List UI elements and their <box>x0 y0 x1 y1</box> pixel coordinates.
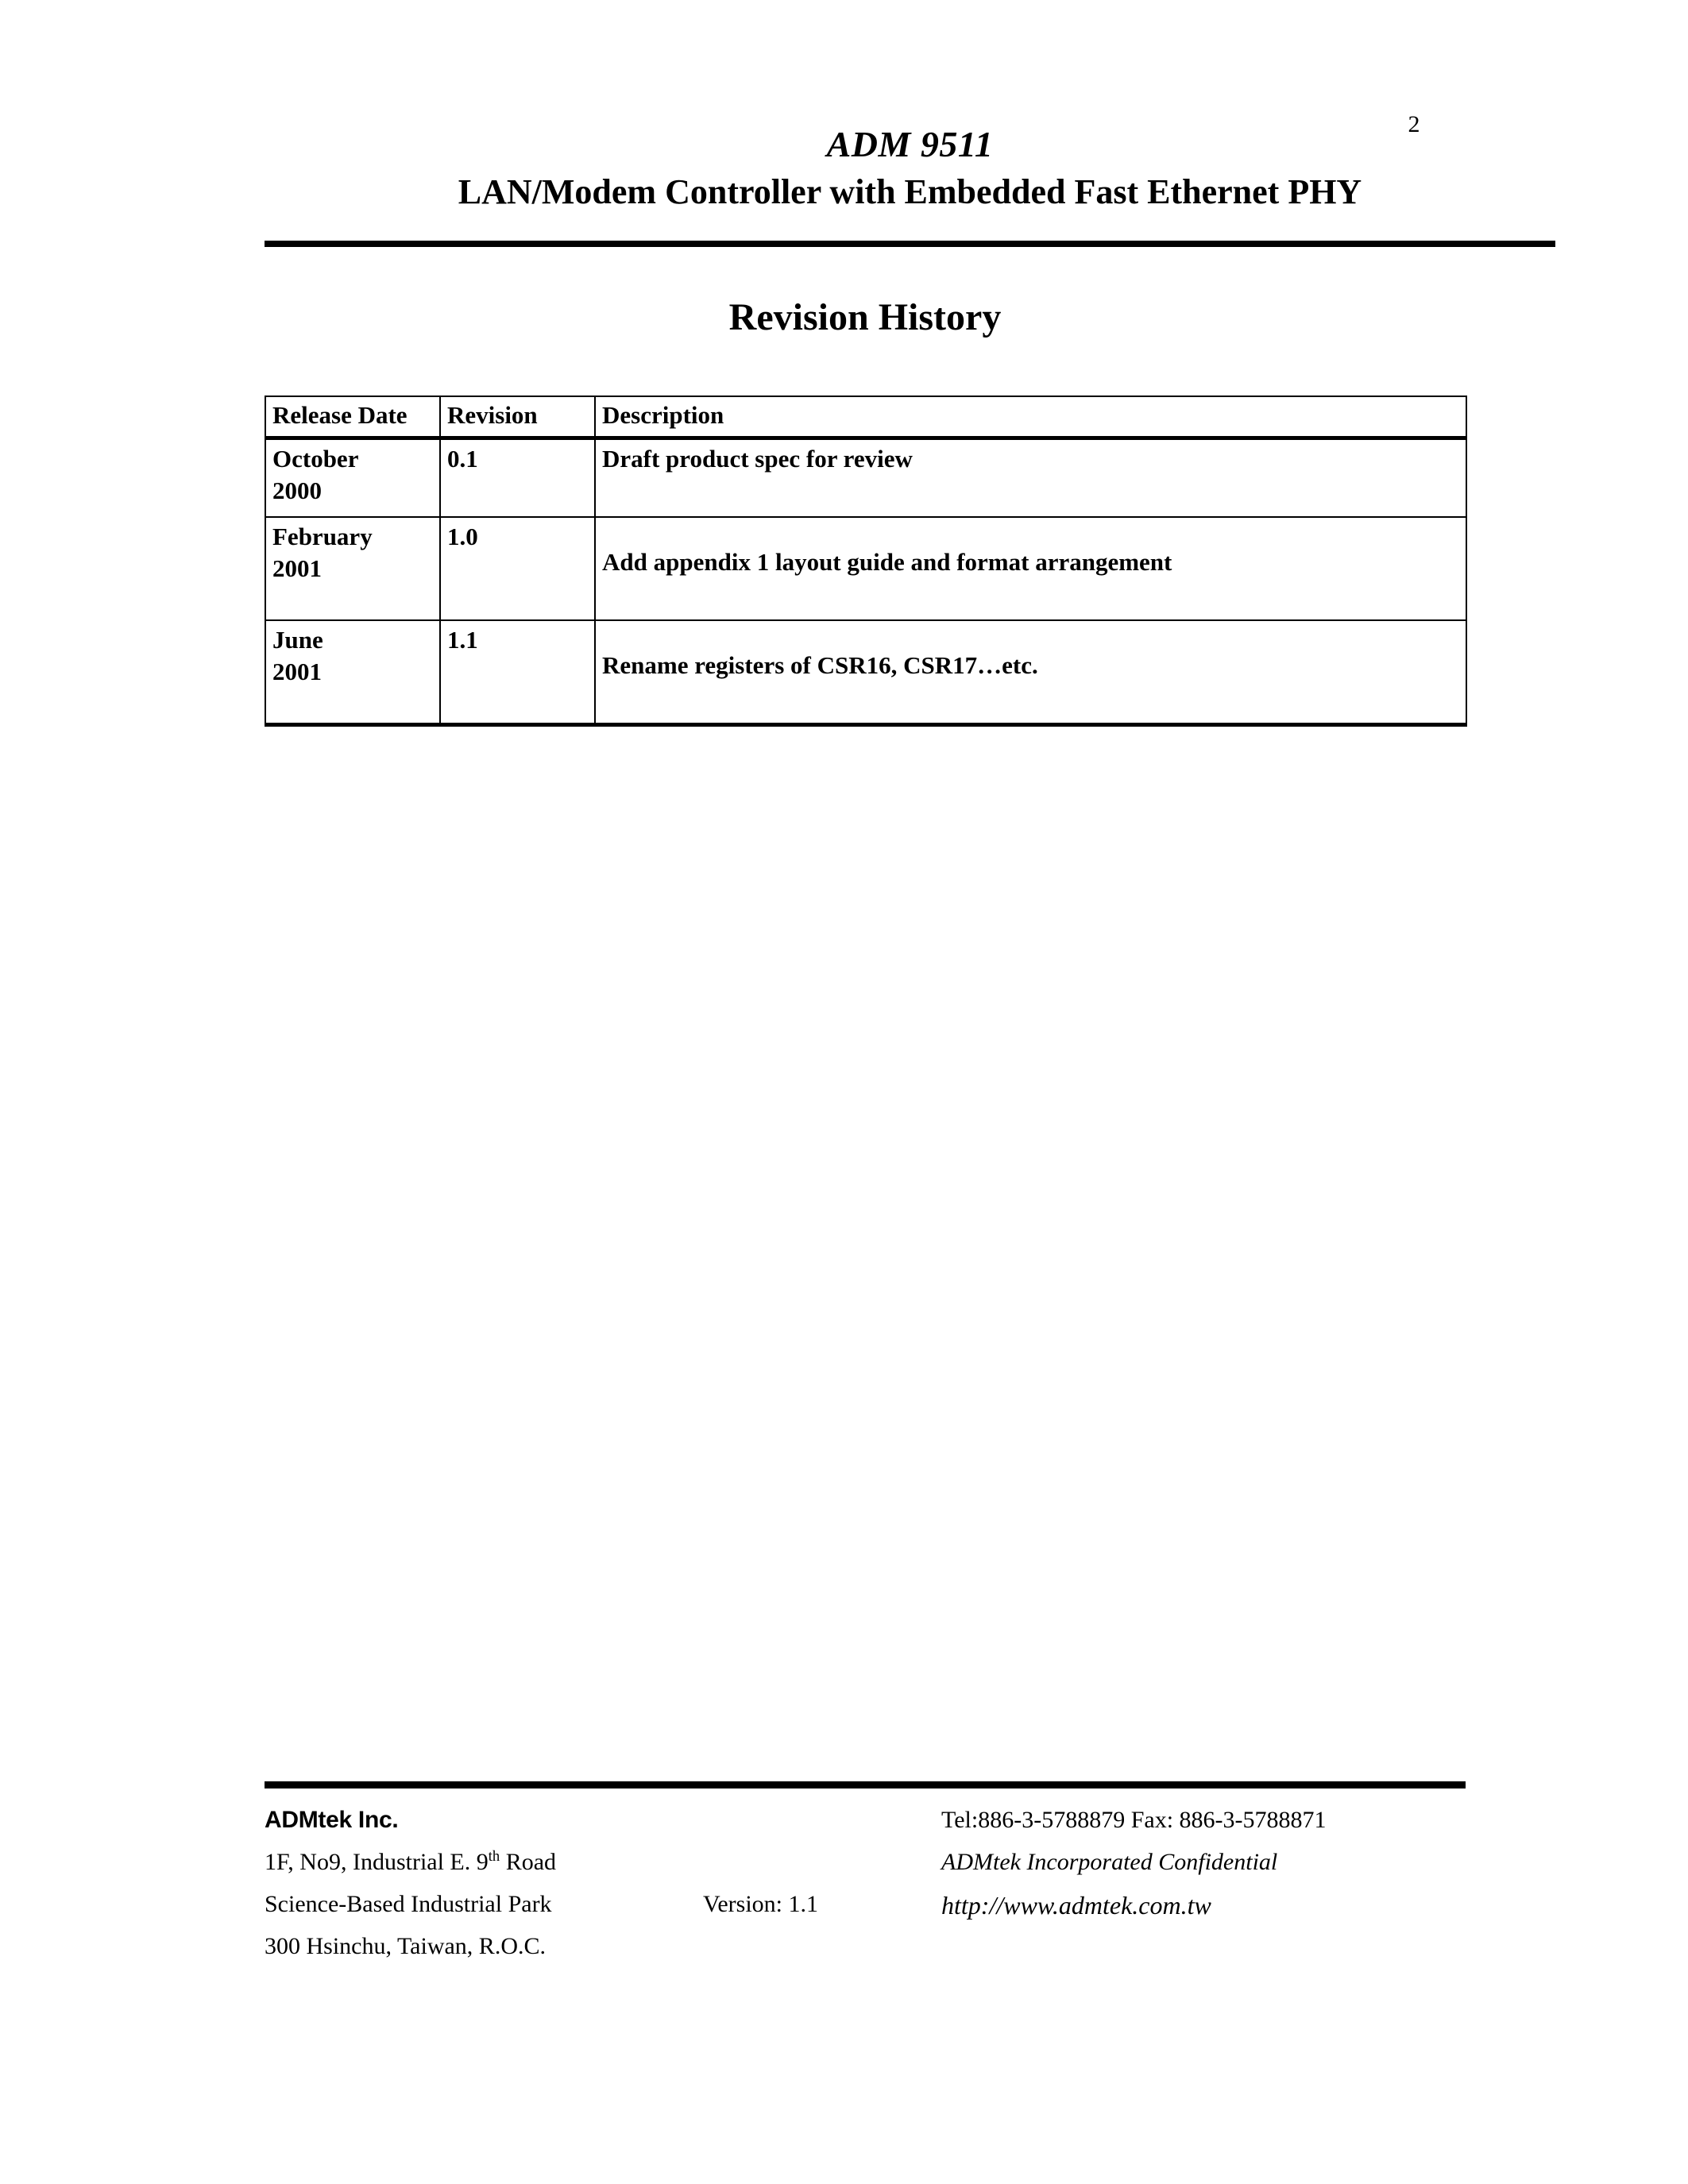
cell-release-date <box>265 620 440 725</box>
release-year: 2000 <box>272 477 322 505</box>
page-footer <box>265 1807 1466 1997</box>
table-row <box>265 517 1466 620</box>
address-line-1-text: 1F, No9, Industrial E. 9 <box>265 1849 489 1875</box>
cell-release-date <box>265 517 440 620</box>
release-year: 2001 <box>272 658 322 686</box>
footer-row-2 <box>265 1849 1466 1887</box>
table-header-row <box>265 396 1466 438</box>
release-year: 2001 <box>272 554 322 583</box>
footer-divider-rule <box>265 1781 1466 1788</box>
cell-description: Draft product spec for review <box>595 438 1466 518</box>
column-header-description: Description <box>595 396 1466 438</box>
page-number: 2 <box>1408 111 1420 137</box>
company-name: ADMtek Inc. <box>265 1807 399 1833</box>
cell-revision: 1.0 <box>440 517 595 620</box>
column-header-revision: Revision <box>440 396 595 438</box>
cell-revision: 1.1 <box>440 620 595 725</box>
table-row <box>265 620 1466 725</box>
address-line-3: 300 Hsinchu, Taiwan, R.O.C. <box>265 1933 546 1959</box>
ordinal-suffix: th <box>488 1848 500 1865</box>
footer-row-3 <box>265 1891 1466 1929</box>
confidentiality-notice: ADMtek Incorporated Confidential <box>941 1849 1278 1875</box>
cell-revision: 0.1 <box>440 438 595 518</box>
page-title: Revision History <box>728 296 1002 338</box>
cell-description: Add appendix 1 layout guide and format arrangement <box>595 517 1466 620</box>
contact-info: Tel:886-3-5788879 Fax: 886-3-5788871 <box>941 1807 1327 1833</box>
document-version: Version: 1.1 <box>703 1891 818 1917</box>
document-header <box>265 123 1555 214</box>
product-subtitle: LAN/Modem Controller with Embedded Fast Ethernet PHY <box>458 172 1362 212</box>
release-month: June <box>272 626 323 654</box>
footer-row-1 <box>265 1807 1466 1845</box>
table-row <box>265 438 1466 518</box>
header-divider-rule <box>265 241 1555 247</box>
address-line-2: Science-Based Industrial Park <box>265 1891 552 1917</box>
footer-row-4 <box>265 1933 1466 1971</box>
release-month: February <box>272 523 373 550</box>
cell-release-date <box>265 438 440 518</box>
company-website-link[interactable]: http://www.admtek.com.tw <box>941 1891 1211 1920</box>
revision-history-table <box>265 396 1467 727</box>
address-line-1-suffix: Road <box>500 1849 557 1875</box>
column-header-release-date: Release Date <box>265 396 440 438</box>
product-title: ADM 9511 <box>826 124 994 164</box>
address-line-1 <box>265 1849 556 1877</box>
release-month: October <box>272 445 359 473</box>
cell-description: Rename registers of CSR16, CSR17…etc. <box>595 620 1466 725</box>
